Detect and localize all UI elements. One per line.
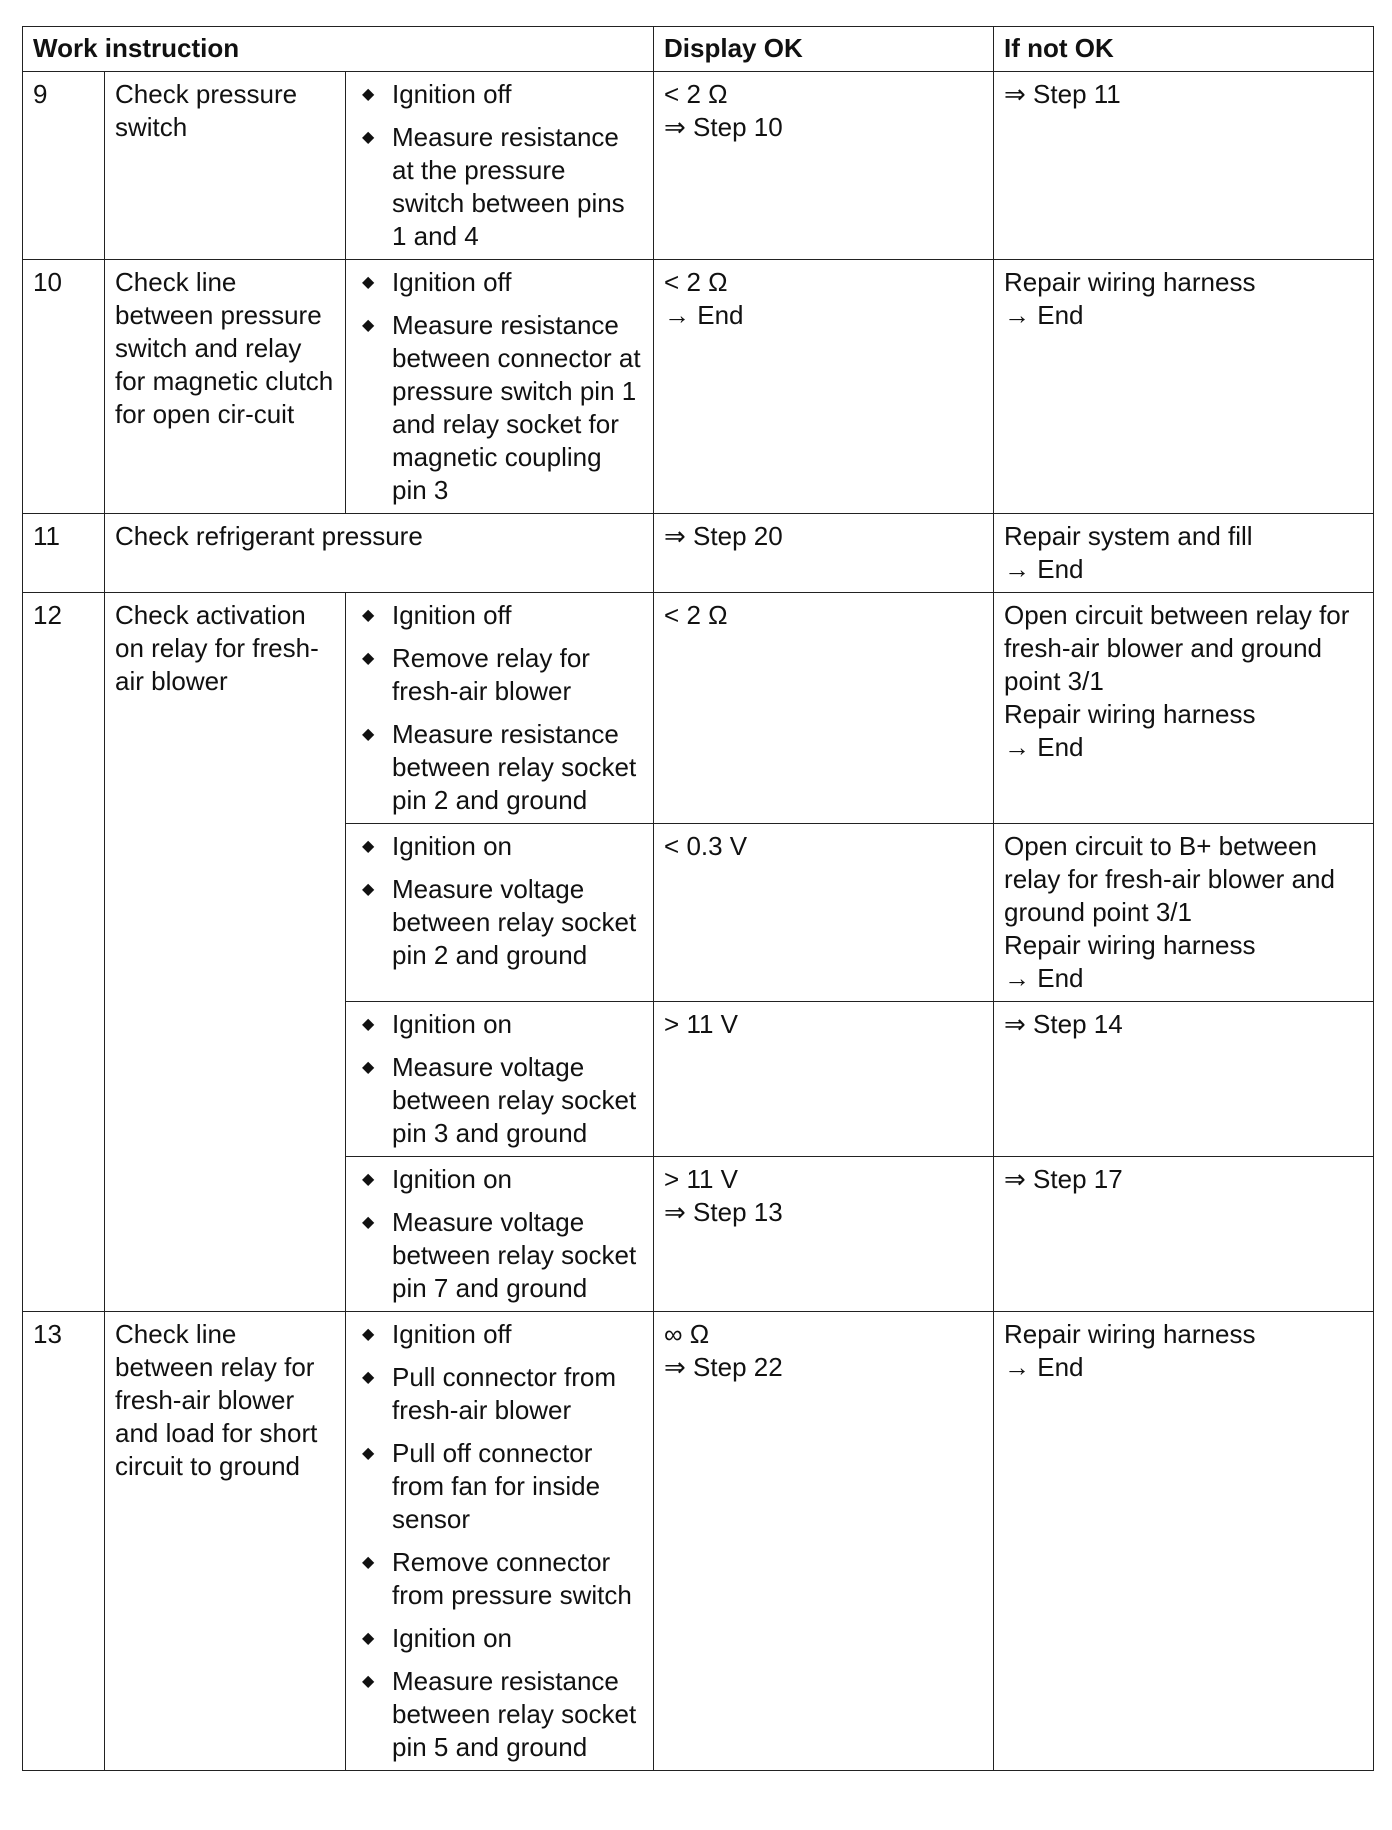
list-item: ◆ Ignition off [362,79,512,109]
if-not-ok-cell: Repair wiring harness → End [994,260,1374,514]
step-actions [346,72,654,260]
list-item: ◆ Ignition off [362,600,512,630]
bullet-icon: ◆ [362,1059,375,1076]
list-item: ◆ Measure resistance between relay socket pin 5 and ground [362,1666,637,1762]
header-if-not-ok: If not OK [994,27,1374,72]
table-row [23,593,1374,824]
table-row [23,514,1374,593]
display-ok-cell: < 2 Ω → End [654,260,994,514]
display-ok-cell: > 11 V [654,1002,994,1157]
list-item: ◆ Remove connector from pressure switch [362,1547,632,1610]
if-not-ok-cell: ⇒ Step 17 [994,1157,1374,1312]
step-actions [346,824,654,1002]
bullet-icon: ◆ [362,1630,375,1647]
table-row [23,260,1374,514]
header-work-instruction: Work instruction [23,27,654,72]
step-actions [346,260,654,514]
if-not-ok-cell: Open circuit to B+ between relay for fresh-air blower and ground point 3/1 Repair wiring harness → End [994,824,1374,1002]
list-item: ◆ Ignition on [362,1009,512,1039]
step-number: 10 [23,260,105,514]
if-not-ok-cell: ⇒ Step 14 [994,1002,1374,1157]
display-ok-cell: ⇒ Step 20 [654,514,994,593]
bullet-icon: ◆ [362,129,375,146]
bullet-icon: ◆ [362,1016,375,1033]
list-item: ◆ Remove relay for fresh-air blower [362,643,590,706]
list-item: ◆ Measure resistance between connector at pressure switch pin 1 and relay socket for magnetic coupling pin 3 [362,310,641,505]
step-actions [346,1157,654,1312]
step-number: 11 [23,514,105,593]
work-instruction-table [22,26,1374,1771]
step-number: 13 [23,1312,105,1771]
list-item: ◆ Pull off connector from fan for inside sensor [362,1438,601,1534]
bullet-icon: ◆ [362,650,375,667]
list-item: ◆ Ignition off [362,267,512,297]
bullet-icon: ◆ [362,881,375,898]
list-item: ◆ Pull connector from fresh-air blower [362,1362,616,1425]
bullet-icon: ◆ [362,838,375,855]
bullet-icon: ◆ [362,607,375,624]
bullet-icon: ◆ [362,274,375,291]
step-title: Check line between pressure switch and relay for magnetic clutch for open cir-cuit [105,260,346,514]
if-not-ok-cell: ⇒ Step 11 [994,72,1374,260]
list-item: ◆ Ignition off [362,1319,512,1349]
if-not-ok-cell: Open circuit between relay for fresh-air blower and ground point 3/1 Repair wiring harness → End [994,593,1374,824]
bullet-icon: ◆ [362,317,375,334]
bullet-icon: ◆ [362,726,375,743]
bullet-icon: ◆ [362,1214,375,1231]
list-item: ◆ Measure voltage between relay socket pin 3 and ground [362,1052,637,1148]
bullet-icon: ◆ [362,1554,375,1571]
step-number: 9 [23,72,105,260]
step-title: Check line between relay for fresh-air blower and load for short circuit to ground [105,1312,346,1771]
bullet-icon: ◆ [362,1326,375,1343]
table-row [23,1312,1374,1771]
bullet-icon: ◆ [362,1673,375,1690]
list-item: ◆ Measure voltage between relay socket pin 2 and ground [362,874,637,970]
if-not-ok-cell: Repair wiring harness → End [994,1312,1374,1771]
header-display-ok: Display OK [654,27,994,72]
table-row [23,72,1374,260]
step-number: 12 [23,593,105,1312]
display-ok-cell: < 2 Ω [654,593,994,824]
step-title: Check pressure switch [105,72,346,260]
table-header-row [23,27,1374,72]
step-title: Check activation on relay for fresh-air blower [105,593,346,1312]
display-ok-cell: < 2 Ω ⇒ Step 10 [654,72,994,260]
display-ok-cell: ∞ Ω ⇒ Step 22 [654,1312,994,1771]
step-actions [346,1002,654,1157]
display-ok-cell: > 11 V ⇒ Step 13 [654,1157,994,1312]
list-item: ◆ Ignition on [362,1164,512,1194]
bullet-icon: ◆ [362,1171,375,1188]
list-item: ◆ Ignition on [362,1623,512,1653]
list-item: ◆ Ignition on [362,831,512,861]
bullet-icon: ◆ [362,86,375,103]
step-actions [346,1312,654,1771]
display-ok-cell: < 0.3 V [654,824,994,1002]
list-item: ◆ Measure resistance at the pressure switch between pins 1 and 4 [362,122,625,251]
step-title: Check refrigerant pressure [105,514,654,593]
bullet-icon: ◆ [362,1369,375,1386]
if-not-ok-cell: Repair system and fill → End [994,514,1374,593]
list-item: ◆ Measure resistance between relay socket pin 2 and ground [362,719,637,815]
bullet-icon: ◆ [362,1445,375,1462]
list-item: ◆ Measure voltage between relay socket pin 7 and ground [362,1207,637,1303]
step-actions [346,593,654,824]
